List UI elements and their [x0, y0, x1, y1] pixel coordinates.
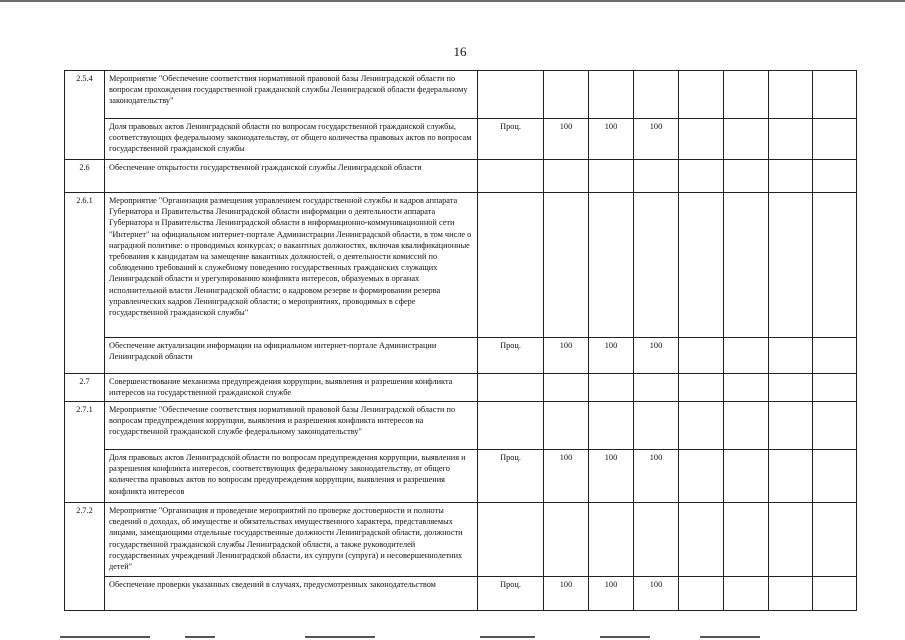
empty-cell: [813, 338, 857, 374]
page-number: 16: [453, 44, 467, 59]
table-row: [65, 193, 857, 338]
unit-cell: Проц.: [478, 338, 544, 374]
value-cell: 100: [589, 577, 634, 611]
unit-cell: [478, 71, 544, 119]
value-cell: [544, 402, 589, 450]
row-text: Совершенствование механизма предупреждения коррупции, выявления и разрешения конфликта интересов на государственной гражданской службе: [105, 374, 478, 402]
unit-cell: [478, 374, 544, 402]
empty-cell: [679, 402, 724, 450]
value-cell: [634, 160, 679, 193]
empty-cell: [679, 503, 724, 577]
unit-cell: Проц.: [478, 577, 544, 611]
empty-cell: [769, 338, 813, 374]
table-row: [65, 402, 857, 450]
value-cell: 100: [544, 577, 589, 611]
empty-cell: [769, 119, 813, 160]
empty-cell: [813, 577, 857, 611]
empty-cell: [769, 402, 813, 450]
value-cell: 100: [589, 338, 634, 374]
unit-cell: [478, 402, 544, 450]
empty-cell: [813, 402, 857, 450]
empty-cell: [724, 338, 769, 374]
row-number: 2.7.1: [65, 402, 105, 503]
empty-cell: [679, 193, 724, 338]
value-cell: [589, 160, 634, 193]
empty-cell: [679, 71, 724, 119]
empty-cell: [724, 374, 769, 402]
table-row: [65, 119, 857, 160]
empty-cell: [813, 503, 857, 577]
unit-cell: [478, 503, 544, 577]
row-text: Мероприятие "Организация размещения управлением государственной службы и кадров аппарата Губернатора и Правительства Ленинградской области информации о деятельности аппарата Губернатора и Правительства Ленинградской области в информационно-коммуникационной сети "Интернет" на официальном интернет-портале Администрации Ленинградской области, в том числе о наградной политике: о проводимых конкурсах; о вакантных должностях, включая квалификационные требования к кандидатам на замещение вакантных должностей, о деятельности комиссий по соблюдению требований к служебному поведению государственных гражданских служащих Ленинградской области и урегулированию конфликта интересов, образуемых в органах исполнительной власти Ленинградской области; о кадровом резерве и формировании резерва управленческих кадров Ленинградской области; о мероприятиях, проводимых в сфере государственной гражданской службы": [105, 193, 478, 338]
value-cell: 100: [634, 450, 679, 503]
empty-cell: [813, 71, 857, 119]
empty-cell: [769, 160, 813, 193]
row-text: Мероприятие "Обеспечение соответствия нормативной правовой базы Ленинградской области по вопросам прохождения государственной гражданской службы Ленинградской области федеральному законодательству": [105, 71, 478, 119]
value-cell: [544, 503, 589, 577]
value-cell: 100: [634, 119, 679, 160]
row-number: 2.5.4: [65, 71, 105, 160]
table-row: [65, 503, 857, 577]
empty-cell: [724, 577, 769, 611]
value-cell: [589, 71, 634, 119]
empty-cell: [769, 450, 813, 503]
value-cell: 100: [634, 577, 679, 611]
row-text: Доля правовых актов Ленинградской области по вопросам предупреждения коррупции, выявления и разрешения конфликта интересов, соответствующих федеральному законодательству, от общего количества правовых актов по вопросам предупреждения коррупции, выявления и разрешения конфликта интересов: [105, 450, 478, 503]
empty-cell: [813, 119, 857, 160]
bottom-scan-marks: [0, 636, 905, 640]
value-cell: [544, 193, 589, 338]
row-text: Мероприятие "Организация и проведение мероприятий по проверке достоверности и полноты сведений о доходах, об имуществе и обязательствах имущественного характера, представляемых лицами, замещающими отдельные государственные должности Ленинградской области, должности государственной гражданской службы Ленинградской области, а также руководителей государственных учреждений Ленинградской области, их супруги (супруга) и несовершеннолетних детей": [105, 503, 478, 577]
empty-cell: [813, 450, 857, 503]
unit-cell: [478, 193, 544, 338]
value-cell: 100: [589, 450, 634, 503]
table-row: [65, 374, 857, 402]
empty-cell: [724, 71, 769, 119]
empty-cell: [724, 119, 769, 160]
table-row: [65, 338, 857, 374]
value-cell: 100: [589, 119, 634, 160]
table-row: [65, 450, 857, 503]
row-text: Мероприятие "Обеспечение соответствия нормативной правовой базы Ленинградской области по вопросам предупреждения коррупции, выявления и разрешения конфликта интересов на государственной гражданской службе федеральному законодательству": [105, 402, 478, 450]
value-cell: [634, 402, 679, 450]
empty-cell: [724, 503, 769, 577]
empty-cell: [679, 374, 724, 402]
value-cell: [589, 193, 634, 338]
value-cell: [634, 71, 679, 119]
row-number: 2.7: [65, 374, 105, 402]
row-number: 2.7.2: [65, 503, 105, 611]
empty-cell: [769, 71, 813, 119]
table-row: [65, 71, 857, 119]
empty-cell: [724, 160, 769, 193]
empty-cell: [679, 338, 724, 374]
empty-cell: [813, 374, 857, 402]
value-cell: [589, 402, 634, 450]
empty-cell: [679, 160, 724, 193]
empty-cell: [813, 160, 857, 193]
empty-cell: [679, 577, 724, 611]
row-number: 2.6.1: [65, 193, 105, 374]
value-cell: [544, 374, 589, 402]
value-cell: 100: [544, 119, 589, 160]
value-cell: 100: [544, 338, 589, 374]
value-cell: [544, 160, 589, 193]
unit-cell: Проц.: [478, 119, 544, 160]
empty-cell: [724, 450, 769, 503]
unit-cell: Проц.: [478, 450, 544, 503]
value-cell: [589, 374, 634, 402]
indicators-table: [64, 70, 857, 611]
empty-cell: [679, 119, 724, 160]
value-cell: 100: [544, 450, 589, 503]
row-text: Обеспечение актуализации информации на официальном интернет-портале Администрации Ленинградской области: [105, 338, 478, 374]
table-row: [65, 160, 857, 193]
unit-cell: [478, 160, 544, 193]
value-cell: 100: [634, 338, 679, 374]
empty-cell: [679, 450, 724, 503]
value-cell: [634, 193, 679, 338]
empty-cell: [769, 577, 813, 611]
empty-cell: [724, 193, 769, 338]
row-number: 2.6: [65, 160, 105, 193]
value-cell: [634, 503, 679, 577]
value-cell: [634, 374, 679, 402]
table-row: [65, 577, 857, 611]
empty-cell: [769, 374, 813, 402]
empty-cell: [769, 503, 813, 577]
empty-cell: [769, 193, 813, 338]
value-cell: [544, 71, 589, 119]
empty-cell: [813, 193, 857, 338]
row-text: Обеспечение проверки указанных сведений в случаях, предусмотренных законодательством: [105, 577, 478, 611]
top-border-line: [0, 0, 905, 2]
value-cell: [589, 503, 634, 577]
row-text: Доля правовых актов Ленинградской области по вопросам государственной гражданской службы, соответствующих федеральному законодательству, от общего количества правовых актов по вопросам государственной гражданской службы: [105, 119, 478, 160]
row-text: Обеспечение открытости государственной гражданской службы Ленинградской области: [105, 160, 478, 193]
empty-cell: [724, 402, 769, 450]
